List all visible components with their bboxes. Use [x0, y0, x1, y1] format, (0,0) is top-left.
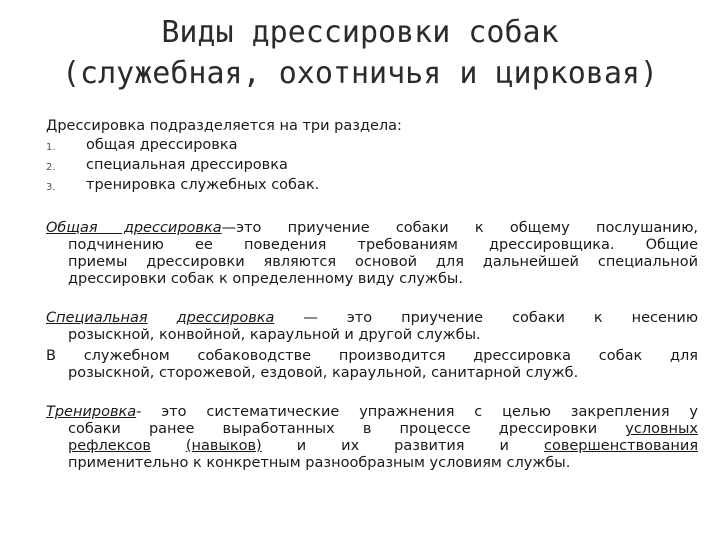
- slide-title-line1: Виды дрессировки собак: [161, 15, 559, 50]
- special-term-word1: Специальная: [46, 310, 148, 326]
- link-reflexes[interactable]: рефлексов: [68, 438, 151, 454]
- training-line2: [68, 421, 698, 438]
- list-text: тренировка служебных собак.: [86, 177, 320, 193]
- general-line4: дрессировки собак к определенному виду службы.: [68, 271, 463, 287]
- general-line2: подчинению ее поведения требованиям дрессировщика. Общие: [68, 237, 698, 253]
- intro-text: Дрессировка подразделяется на три раздела:: [46, 118, 402, 134]
- list-text: общая дрессировка: [86, 137, 238, 153]
- word: и: [296, 438, 307, 454]
- general-term: Общая дрессировка: [46, 220, 222, 236]
- word: развития: [394, 438, 465, 454]
- link-improvement[interactable]: совершенствования: [543, 438, 699, 454]
- general-definition-start: —это приучение собаки к общему послушанию,: [221, 220, 699, 236]
- word: и: [499, 438, 509, 454]
- special-line2: розыскной, конвойной, караульной и другой службы.: [68, 327, 481, 343]
- training-term: Тренировка: [46, 404, 137, 420]
- special-definition-start: — это приучение собаки к несению: [303, 310, 699, 326]
- general-line1: [46, 220, 698, 237]
- training-line4: применительно к конкретным разнообразным условиям службы.: [68, 455, 571, 471]
- list-number: 1.: [46, 142, 56, 153]
- training-definition-start: - это систематические упражнения с целью закрепления у: [136, 404, 698, 420]
- special-term-word2: дрессировка: [176, 310, 275, 326]
- slide-title-line2: (служебная, охотничья и цирковая): [61, 56, 659, 91]
- list-text: специальная дрессировка: [86, 157, 288, 173]
- link-skills[interactable]: (навыков): [185, 438, 262, 454]
- special-p2-line2: розыскной, сторожевой, ездовой, караульной, санитарной служб.: [68, 365, 579, 381]
- link-conditional[interactable]: условных: [625, 421, 699, 437]
- training-line3: [68, 438, 698, 455]
- special-p2-line1: В служебном собаководстве производится дрессировка собак для: [46, 348, 698, 364]
- training-line1: [46, 404, 698, 421]
- list-number: 3.: [46, 182, 56, 193]
- list-number: 2.: [46, 162, 56, 173]
- word: их: [341, 438, 360, 454]
- training-line2-text: собаки ранее выработанных в процессе дрессировки: [68, 421, 598, 437]
- special-line1: [46, 310, 698, 327]
- general-line3: приемы дрессировки являются основой для дальнейшей специальной: [68, 254, 698, 270]
